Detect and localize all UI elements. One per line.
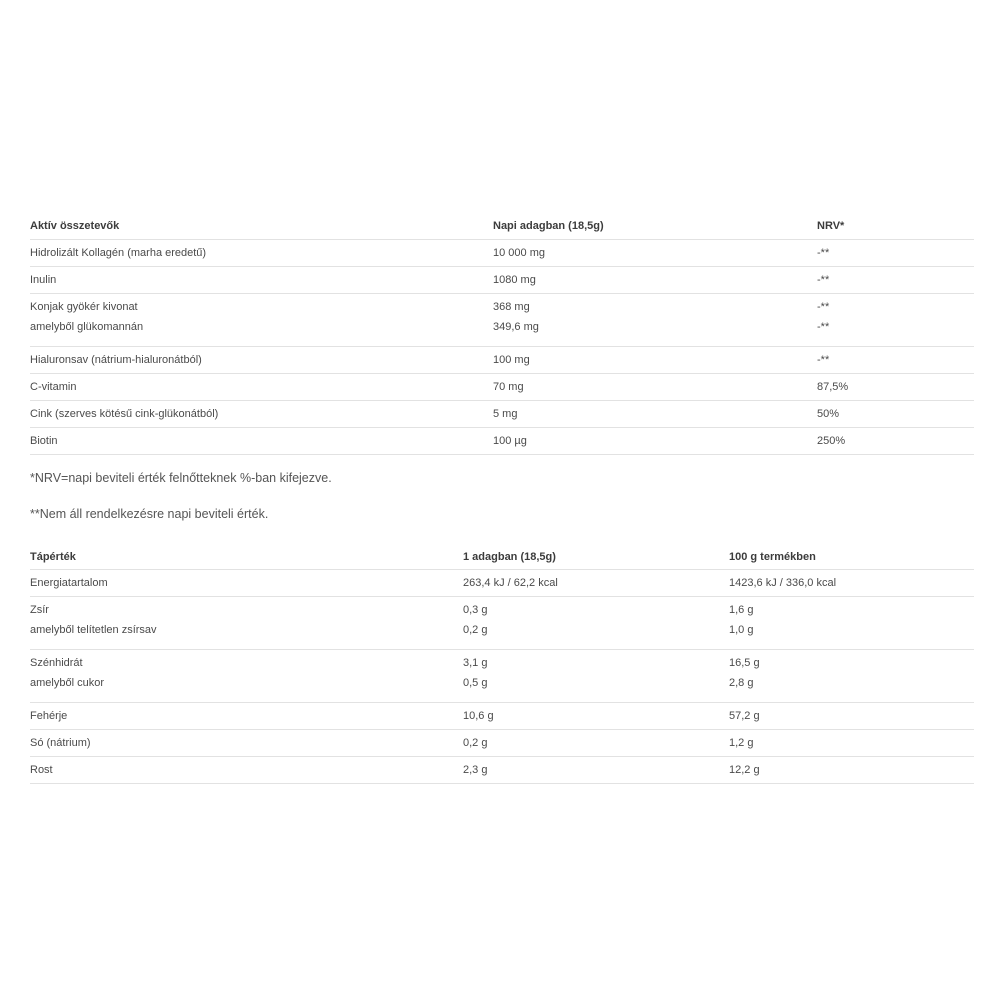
per-100g-cell	[729, 757, 974, 784]
nutrient-name-cell	[30, 597, 463, 650]
per-serving-cell-text: 0,2 g	[463, 624, 488, 636]
header-nrv: NRV*	[817, 220, 845, 232]
table-header-row	[30, 541, 974, 570]
per-serving-cell-text: 3,1 g	[463, 657, 488, 669]
nrv-cell	[817, 346, 974, 373]
daily-dose-cell	[493, 293, 817, 346]
header-nutrient: Tápérték	[30, 550, 76, 563]
nrv-cell-text: 87,5%	[817, 380, 849, 393]
nutrient-name-cell-text: amelyből telítetlen zsírsav	[30, 624, 157, 636]
nutrient-name-cell	[30, 757, 463, 784]
table-row	[30, 650, 974, 703]
table-row	[30, 373, 974, 400]
ingredient-name-cell-text: Inulin	[30, 273, 57, 286]
per-100g-cell-text: 12,2 g	[729, 764, 760, 776]
per-serving-cell	[463, 570, 729, 597]
per-100g-cell-text: 57,2 g	[729, 710, 760, 722]
nrv-cell-text: -**	[817, 320, 830, 333]
nutrition-body	[30, 570, 974, 784]
nutrient-name-cell	[30, 730, 463, 757]
daily-dose-cell-text: 368 mg	[493, 300, 530, 313]
ingredient-name-cell	[30, 293, 493, 346]
ingredient-name-cell-text: Konjak gyökér kivonat	[30, 300, 138, 313]
ingredient-name-cell	[30, 427, 493, 454]
per-100g-cell	[729, 730, 974, 757]
table-header-row	[30, 210, 974, 239]
table-row	[30, 239, 974, 266]
ingredient-name-cell-text: amelyből glükomannán	[30, 320, 144, 333]
nrv-cell-text: -**	[817, 300, 830, 313]
ingredient-name-cell	[30, 239, 493, 266]
per-serving-cell-text: 263,4 kJ / 62,2 kcal	[463, 577, 558, 589]
header-daily-dose: Napi adagban (18,5g)	[493, 220, 604, 232]
table-row	[30, 570, 974, 597]
table-row	[30, 293, 974, 346]
footnotes	[30, 469, 974, 523]
per-100g-cell-text: 16,5 g	[729, 657, 760, 669]
per-serving-cell	[463, 650, 729, 703]
per-100g-cell-text: 1,0 g	[729, 624, 754, 636]
per-100g-cell	[729, 570, 974, 597]
header-per-100g: 100 g termékben	[729, 550, 816, 563]
per-100g-cell-text: 1423,6 kJ / 336,0 kcal	[729, 577, 837, 589]
nutrient-name-cell-text: Só (nátrium)	[30, 737, 91, 749]
ingredient-name-cell-text: Biotin	[30, 434, 58, 447]
nrv-cell	[817, 427, 974, 454]
per-serving-cell-text: 0,3 g	[463, 604, 488, 616]
table-row	[30, 266, 974, 293]
ingredient-name-cell	[30, 373, 493, 400]
nutrient-name-cell	[30, 570, 463, 597]
daily-dose-cell-text: 10 000 mg	[493, 246, 545, 259]
per-serving-cell	[463, 730, 729, 757]
nutrient-name-cell-text: Fehérje	[30, 710, 68, 722]
per-100g-cell	[729, 703, 974, 730]
product-info-sheet	[30, 210, 974, 784]
daily-dose-cell-text: 100 mg	[493, 353, 530, 366]
table-row	[30, 730, 974, 757]
table-row	[30, 597, 974, 650]
daily-dose-cell-text: 1080 mg	[493, 273, 536, 286]
nutrient-name-cell-text: Rost	[30, 764, 53, 776]
nrv-cell	[817, 239, 974, 266]
daily-dose-cell	[493, 400, 817, 427]
nrv-cell-text: -**	[817, 246, 830, 259]
daily-dose-cell-text: 70 mg	[493, 380, 524, 393]
ingredient-name-cell	[30, 346, 493, 373]
per-100g-cell-text: 2,8 g	[729, 677, 754, 689]
per-serving-cell-text: 2,3 g	[463, 764, 488, 776]
per-serving-cell-text: 0,5 g	[463, 677, 488, 689]
per-serving-cell	[463, 597, 729, 650]
nutrition-table	[30, 541, 974, 785]
table-row	[30, 400, 974, 427]
ingredient-name-cell-text: Cink (szerves kötésű cink-glükonátból)	[30, 407, 219, 420]
ingredient-name-cell	[30, 266, 493, 293]
nrv-cell	[817, 373, 974, 400]
table-row	[30, 427, 974, 454]
nrv-cell-text: -**	[817, 273, 830, 286]
nutrient-name-cell-text: amelyből cukor	[30, 677, 104, 689]
daily-dose-cell	[493, 346, 817, 373]
per-100g-cell	[729, 597, 974, 650]
nrv-cell-text: 50%	[817, 407, 840, 420]
daily-dose-cell-text: 349,6 mg	[493, 320, 539, 333]
daily-dose-cell	[493, 239, 817, 266]
per-100g-cell	[729, 650, 974, 703]
header-per-serving: 1 adagban (18,5g)	[463, 550, 556, 563]
ingredient-name-cell-text: Hidrolizált Kollagén (marha eredetű)	[30, 246, 207, 259]
per-100g-cell-text: 1,6 g	[729, 604, 754, 616]
nutrient-name-cell	[30, 703, 463, 730]
header-ingredient: Aktív összetevők	[30, 220, 120, 232]
table-row	[30, 703, 974, 730]
per-100g-cell-text: 1,2 g	[729, 737, 754, 749]
per-serving-cell-text: 0,2 g	[463, 737, 488, 749]
nrv-cell	[817, 400, 974, 427]
table-row	[30, 346, 974, 373]
nrv-cell-text: 250%	[817, 434, 846, 447]
ingredients-body	[30, 239, 974, 454]
per-serving-cell-text: 10,6 g	[463, 710, 494, 722]
daily-dose-cell-text: 5 mg	[493, 407, 518, 420]
na-footnote: **Nem áll rendelkezésre napi beviteli érték.	[30, 506, 269, 521]
nrv-footnote: *NRV=napi beviteli érték felnőtteknek %-ban kifejezve.	[30, 470, 332, 485]
nrv-cell-text: -**	[817, 353, 830, 366]
daily-dose-cell	[493, 427, 817, 454]
nrv-cell	[817, 266, 974, 293]
table-row	[30, 757, 974, 784]
ingredient-name-cell-text: C-vitamin	[30, 380, 77, 393]
active-ingredients-table	[30, 210, 974, 455]
nutrient-name-cell-text: Zsír	[30, 604, 49, 616]
ingredient-name-cell-text: Hialuronsav (nátrium-hialuronátból)	[30, 353, 202, 366]
per-serving-cell	[463, 703, 729, 730]
nutrient-name-cell-text: Szénhidrát	[30, 657, 83, 669]
ingredient-name-cell	[30, 400, 493, 427]
daily-dose-cell	[493, 373, 817, 400]
per-serving-cell	[463, 757, 729, 784]
nutrient-name-cell-text: Energiatartalom	[30, 577, 108, 589]
nrv-cell	[817, 293, 974, 346]
daily-dose-cell-text: 100 µg	[493, 434, 527, 447]
daily-dose-cell	[493, 266, 817, 293]
nutrient-name-cell	[30, 650, 463, 703]
